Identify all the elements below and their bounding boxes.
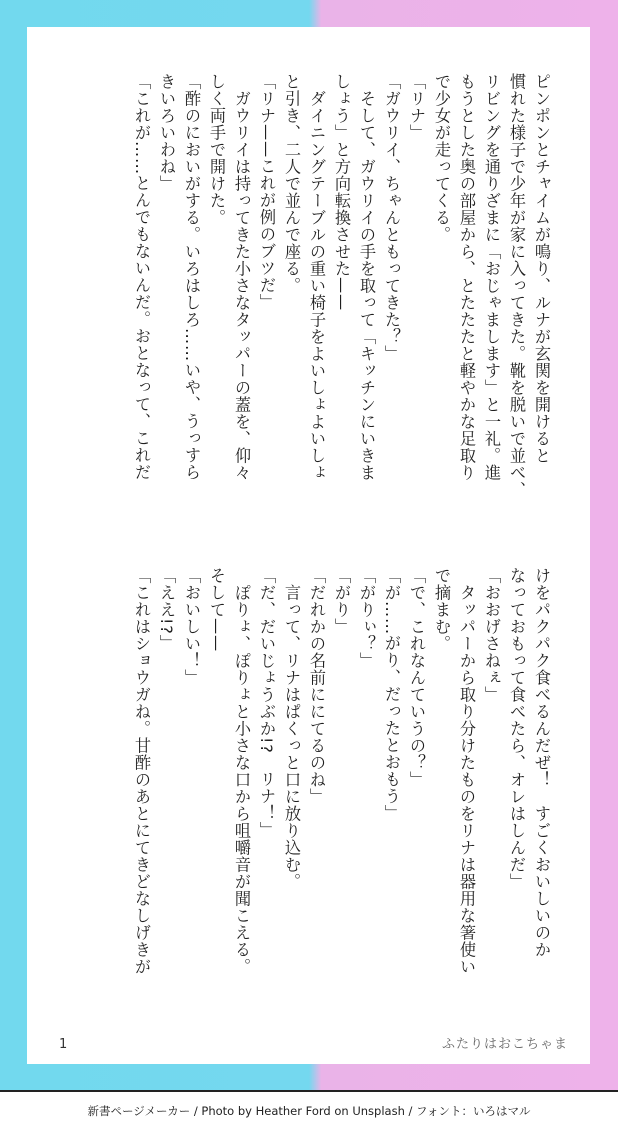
text-line: きいろいわね」 bbox=[157, 73, 176, 192]
text-line: 「ガウリイ、ちゃんともってきた？」 bbox=[382, 73, 401, 362]
text-line: 「リナ」 bbox=[407, 73, 426, 141]
text-line: 「リナ——これが例のブツだ」 bbox=[257, 73, 276, 311]
text-line: 「ええ!?」 bbox=[157, 567, 176, 652]
text-block-top bbox=[44, 73, 554, 553]
text-line: と引き、二人で並んで座る。 bbox=[282, 73, 301, 294]
text-line: ガウリイは持ってきた小さなタッパーの蓋を、仰々 bbox=[232, 73, 251, 481]
text-line: タッパーから取り分けたものをリナは器用な箸使い bbox=[457, 567, 476, 975]
text-line: しょう」と方向転換させた—— bbox=[332, 73, 351, 311]
text-line: ダイニングテーブルの重い椅子をよいしょよいしょ bbox=[307, 73, 326, 481]
page-number: 1 bbox=[59, 1037, 68, 1052]
text-line: 「が……がり、だったとおもう」 bbox=[382, 567, 401, 822]
text-block-bottom bbox=[44, 567, 554, 1047]
text-line: 「だ、だいじょうぶか!? リナ！」 bbox=[257, 567, 276, 839]
text-line: 「だれかの名前ににてるのね」 bbox=[307, 567, 326, 805]
text-line: 「これはショウガね。甘酢のあとにてきどなしげきが bbox=[132, 567, 151, 975]
text-line: で摘まむ。 bbox=[432, 567, 451, 652]
text-line: 「これが……とんでもないんだ。おとなって、これだ bbox=[132, 73, 151, 481]
text-line: 「がり」 bbox=[332, 567, 351, 635]
text-line: 言って、リナはぱくっと口に放り込む。 bbox=[282, 567, 301, 890]
text-line: そして、ガウリイの手を取って「キッチンにいきま bbox=[357, 73, 376, 481]
text-line: ピンポンとチャイムが鳴り、ルナが玄関を開けると bbox=[532, 73, 551, 464]
text-line: 「酢のにおいがする。いろはしろ……いや、うっすら bbox=[182, 73, 201, 481]
text-line: 慣れた様子で少年が家に入ってきた。靴を脱いで並べ、 bbox=[507, 73, 526, 498]
text-line: もうとした奥の部屋から、とたたたと軽やかな足取り bbox=[457, 73, 476, 481]
text-line: 「おいしい！」 bbox=[182, 567, 201, 686]
text-line: 「で、これなんていうの？」 bbox=[407, 567, 426, 788]
book-page bbox=[27, 27, 590, 1064]
text-line: ぽりょ、ぽりょと小さな口から咀嚼音が聞こえる。 bbox=[232, 567, 251, 975]
text-line: そして—— bbox=[207, 567, 226, 652]
text-line: で少女が走ってくる。 bbox=[432, 73, 451, 243]
text-line: リビングを通りざまに「おじゃまします」と一礼。進 bbox=[482, 73, 501, 481]
text-line: 「おおげさねぇ」 bbox=[482, 567, 501, 703]
credit-line: 新書ページメーカー / Photo by Heather Ford on Unsplash / フォント：いろはマル bbox=[87, 1104, 531, 1118]
text-line: なっておもって食べたら、オレはしんだ」 bbox=[507, 567, 526, 890]
text-line: 「がりぃ？」 bbox=[357, 567, 376, 669]
book-title: ふたりはおこちゃま bbox=[441, 1037, 568, 1052]
text-line: しく両手で開けた。 bbox=[207, 73, 226, 226]
text-line: けをパクパク食べるんだぜ！ すごくおいしいのか bbox=[532, 567, 551, 958]
